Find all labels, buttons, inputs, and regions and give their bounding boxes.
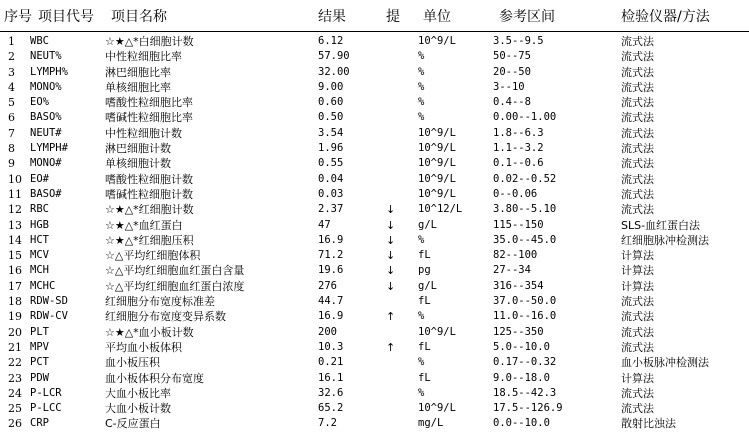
row-no: 21 [8, 340, 22, 354]
row-name: ☆★△*红细胞压积 [105, 233, 194, 247]
row-no: 15 [8, 249, 22, 263]
row-name: 红细胞分布宽度标准差 [105, 295, 215, 309]
row-method: 红细胞脉冲检测法 [621, 233, 709, 247]
row-result: 1.96 [318, 142, 344, 155]
table-row [0, 34, 749, 49]
row-no: 19 [8, 310, 22, 324]
row-unit: g/L [418, 218, 437, 231]
row-flag-arrow: ↑ [386, 310, 396, 324]
row-unit: 10^9/L [418, 157, 456, 170]
row-no: 10 [8, 172, 22, 186]
row-method: 流式法 [621, 325, 654, 339]
row-flag-arrow: ↓ [386, 249, 396, 263]
row-reference: 5.0--10.0 [493, 340, 550, 353]
header-name: 项目名称 [111, 9, 167, 25]
table-row [0, 65, 749, 80]
row-code: WBC [30, 35, 49, 47]
table-row [0, 263, 749, 278]
row-result: 32.00 [318, 65, 350, 78]
table-body [0, 34, 749, 432]
row-result: 6.12 [318, 35, 344, 47]
row-result: 57.90 [318, 50, 350, 63]
row-method: 流式法 [621, 402, 654, 416]
row-no: 8 [8, 142, 15, 156]
row-reference: 18.5--42.3 [493, 386, 557, 399]
row-name: ☆△平均红细胞血红蛋白含量 [105, 264, 245, 278]
row-method: 流式法 [621, 96, 654, 110]
row-reference: 50--75 [493, 50, 531, 63]
row-code: PCT [30, 356, 49, 369]
row-reference: 115--150 [493, 218, 544, 231]
row-unit: % [418, 386, 425, 399]
row-result: 44.7 [318, 295, 344, 308]
row-unit: g/L [418, 279, 437, 292]
row-reference: 1.8--6.3 [493, 126, 544, 139]
row-name: ☆△平均红细胞体积 [105, 249, 201, 263]
row-result: 0.03 [318, 187, 344, 200]
row-result: 0.21 [318, 356, 344, 369]
row-name: 嗜酸性粒细胞计数 [105, 172, 193, 186]
row-reference: 37.0--50.0 [493, 295, 557, 308]
row-reference: 11.0--16.0 [493, 310, 557, 323]
row-code: HCT [30, 233, 49, 246]
row-result: 0.50 [318, 111, 344, 124]
row-result: 276 [318, 279, 337, 292]
table-row [0, 187, 749, 202]
row-code: NEUT# [30, 126, 62, 139]
table-row [0, 49, 749, 64]
row-name: 中性粒细胞计数 [105, 126, 182, 140]
row-name: ☆★△*血小板计数 [105, 325, 194, 339]
row-result: 47 [318, 218, 331, 231]
row-reference: 0.4--8 [493, 96, 531, 109]
row-reference: 3--10 [493, 80, 525, 93]
row-method: 流式法 [621, 203, 654, 217]
row-reference: 0.1--0.6 [493, 157, 544, 170]
row-code: MCHC [30, 279, 56, 292]
row-method: 流式法 [621, 65, 654, 79]
row-method: 流式法 [621, 157, 654, 171]
row-no: 6 [8, 111, 15, 125]
row-code: NEUT% [30, 50, 62, 63]
row-flag-arrow: ↓ [386, 233, 396, 247]
row-code: MPV [30, 340, 49, 353]
table-row [0, 416, 749, 431]
table-row [0, 202, 749, 217]
row-name: 淋巴细胞计数 [105, 142, 171, 156]
row-unit: % [418, 96, 425, 109]
row-reference: 125--350 [493, 325, 544, 338]
row-code: RBC [30, 203, 49, 216]
row-result: 16.9 [318, 310, 344, 323]
row-method: 计算法 [621, 249, 654, 263]
row-result: 0.55 [318, 157, 344, 170]
row-unit: 10^9/L [418, 402, 456, 415]
row-reference: 35.0--45.0 [493, 233, 557, 246]
table-row [0, 126, 749, 141]
row-reference: 9.0--18.0 [493, 371, 550, 384]
row-no: 23 [8, 371, 22, 385]
row-reference: 17.5--126.9 [493, 402, 563, 415]
row-unit: % [418, 356, 425, 369]
table-row [0, 248, 749, 263]
table-row [0, 309, 749, 324]
row-code: HGB [30, 218, 49, 231]
row-method: 流式法 [621, 111, 654, 125]
table-row [0, 110, 749, 125]
header-result: 结果 [318, 9, 346, 25]
row-name: 嗜酸性粒细胞比率 [105, 96, 193, 110]
row-method: 散射比浊法 [621, 417, 676, 431]
row-unit: mg/L [418, 417, 444, 430]
row-flag-arrow: ↓ [386, 218, 396, 232]
row-reference: 0.00--1.00 [493, 111, 557, 124]
row-no: 14 [8, 233, 22, 247]
row-method: 流式法 [621, 386, 654, 400]
row-method: 流式法 [621, 295, 654, 309]
row-result: 7.2 [318, 417, 337, 430]
row-flag-arrow: ↓ [386, 264, 396, 278]
row-unit: 10^9/L [418, 142, 456, 155]
row-result: 71.2 [318, 249, 344, 262]
table-row [0, 233, 749, 248]
row-result: 19.6 [318, 264, 344, 277]
row-no: 3 [8, 65, 15, 79]
row-no: 24 [8, 386, 22, 400]
header-rule [0, 31, 749, 32]
row-no: 5 [8, 96, 15, 110]
row-name: ☆△平均红细胞血红蛋白浓度 [105, 279, 245, 293]
row-name: C-反应蛋白 [105, 417, 161, 431]
row-flag-arrow: ↑ [386, 340, 396, 354]
table-row [0, 371, 749, 386]
row-name: 血小板体积分布宽度 [105, 371, 204, 385]
row-flag-arrow: ↓ [386, 279, 396, 293]
row-name: 单核细胞比率 [105, 80, 171, 94]
table-row [0, 294, 749, 309]
row-code: BASO% [30, 111, 62, 124]
row-result: 0.04 [318, 172, 344, 185]
row-no: 16 [8, 264, 22, 278]
table-row [0, 156, 749, 171]
row-reference: 1.1--3.2 [493, 142, 544, 155]
row-flag-arrow: ↓ [386, 203, 396, 217]
row-unit: fL [418, 340, 431, 353]
table-row [0, 386, 749, 401]
row-name: ☆★△*白细胞计数 [105, 35, 194, 48]
row-reference: 316--354 [493, 279, 544, 292]
row-no: 18 [8, 295, 22, 309]
row-result: 16.9 [318, 233, 344, 246]
row-method: 流式法 [621, 142, 654, 156]
row-reference: 0.02--0.52 [493, 172, 557, 185]
row-unit: 10^9/L [418, 325, 456, 338]
row-code: P-LCR [30, 386, 62, 399]
row-unit: % [418, 310, 425, 323]
table-row [0, 141, 749, 156]
row-no: 17 [8, 279, 22, 293]
row-name: 大血小板比率 [105, 386, 171, 400]
row-method: 血小板脉冲检测法 [621, 356, 709, 370]
table-row [0, 340, 749, 355]
table-row [0, 95, 749, 110]
row-code: MCH [30, 264, 49, 277]
row-code: P-LCC [30, 402, 62, 415]
table-header [0, 6, 749, 28]
row-name: 中性粒细胞比率 [105, 50, 182, 64]
row-unit: % [418, 65, 425, 78]
row-unit: fL [418, 371, 431, 384]
row-code: MONO# [30, 157, 62, 170]
row-no: 25 [8, 402, 22, 416]
header-code: 项目代号 [38, 9, 94, 25]
row-reference: 20--50 [493, 65, 531, 78]
row-result: 32.6 [318, 386, 344, 399]
table-row [0, 401, 749, 416]
row-no: 12 [8, 203, 22, 217]
row-code: RDW-CV [30, 310, 68, 323]
row-no: 7 [8, 126, 15, 140]
header-flag: 提 [386, 9, 400, 25]
row-method: 流式法 [621, 172, 654, 186]
row-unit: 10^9/L [418, 187, 456, 200]
row-no: 22 [8, 356, 22, 370]
row-result: 16.1 [318, 371, 344, 384]
row-result: 2.37 [318, 203, 344, 216]
row-result: 0.60 [318, 96, 344, 109]
row-no: 13 [8, 218, 22, 232]
row-unit: % [418, 50, 425, 63]
row-unit: % [418, 111, 425, 124]
row-code: CRP [30, 417, 49, 430]
row-code: MCV [30, 249, 49, 262]
row-unit: 10^12/L [418, 203, 463, 216]
row-name: 淋巴细胞比率 [105, 65, 171, 79]
row-result: 3.54 [318, 126, 344, 139]
row-result: 9.00 [318, 80, 344, 93]
row-unit: % [418, 233, 425, 246]
row-code: MONO% [30, 80, 62, 93]
row-unit: fL [418, 249, 431, 262]
header-reference: 参考区间 [499, 9, 555, 25]
row-no: 1 [8, 35, 15, 48]
row-unit: % [418, 80, 425, 93]
row-name: ☆★△*红细胞计数 [105, 203, 194, 217]
row-code: PDW [30, 371, 49, 384]
row-no: 4 [8, 80, 15, 94]
row-reference: 0.17--0.32 [493, 356, 557, 369]
row-name: 大血小板计数 [105, 402, 171, 416]
row-reference: 3.80--5.10 [493, 203, 557, 216]
header-no: 序号 [4, 9, 32, 25]
row-method: 流式法 [621, 50, 654, 64]
row-no: 2 [8, 50, 15, 64]
table-row [0, 218, 749, 233]
row-name: 单核细胞计数 [105, 157, 171, 171]
row-method: 计算法 [621, 371, 654, 385]
row-name: 红细胞分布宽度变异系数 [105, 310, 226, 324]
row-code: LYMPH# [30, 142, 68, 155]
row-result: 200 [318, 325, 337, 338]
row-unit: 10^9/L [418, 35, 456, 47]
table-row [0, 80, 749, 95]
header-unit: 单位 [423, 9, 451, 25]
row-code: EO# [30, 172, 49, 185]
row-reference: 82--100 [493, 249, 538, 262]
row-method: 流式法 [621, 310, 654, 324]
row-method: 流式法 [621, 340, 654, 354]
row-code: LYMPH% [30, 65, 68, 78]
row-name: 平均血小板体积 [105, 340, 182, 354]
row-name: 血小板压积 [105, 356, 160, 370]
row-name: 嗜碱性粒细胞计数 [105, 187, 193, 201]
row-method: 流式法 [621, 80, 654, 94]
row-reference: 27--34 [493, 264, 531, 277]
row-code: PLT [30, 325, 49, 338]
row-method: 流式法 [621, 35, 654, 48]
row-result: 10.3 [318, 340, 344, 353]
table-row [0, 279, 749, 294]
row-reference: 0--0.06 [493, 187, 538, 200]
row-reference: 0.0--10.0 [493, 417, 550, 430]
row-unit: 10^9/L [418, 172, 456, 185]
row-code: EO% [30, 96, 49, 109]
row-unit: fL [418, 295, 431, 308]
row-method: 计算法 [621, 279, 654, 293]
row-name: ☆★△*血红蛋白 [105, 218, 183, 232]
row-unit: 10^9/L [418, 126, 456, 139]
row-no: 20 [8, 325, 22, 339]
header-method: 检验仪器/方法 [621, 9, 710, 25]
row-no: 11 [8, 187, 22, 201]
row-method: SLS-血红蛋白法 [621, 218, 701, 232]
row-no: 9 [8, 157, 15, 171]
row-code: RDW-SD [30, 295, 68, 308]
row-method: 计算法 [621, 264, 654, 278]
row-unit: pg [418, 264, 431, 277]
row-code: BASO# [30, 187, 62, 200]
row-name: 嗜碱性粒细胞比率 [105, 111, 193, 125]
row-method: 流式法 [621, 187, 654, 201]
row-no: 26 [8, 417, 22, 431]
table-row [0, 355, 749, 370]
row-reference: 3.5--9.5 [493, 35, 544, 47]
table-row [0, 325, 749, 340]
row-method: 流式法 [621, 126, 654, 140]
row-result: 65.2 [318, 402, 344, 415]
table-row [0, 172, 749, 187]
